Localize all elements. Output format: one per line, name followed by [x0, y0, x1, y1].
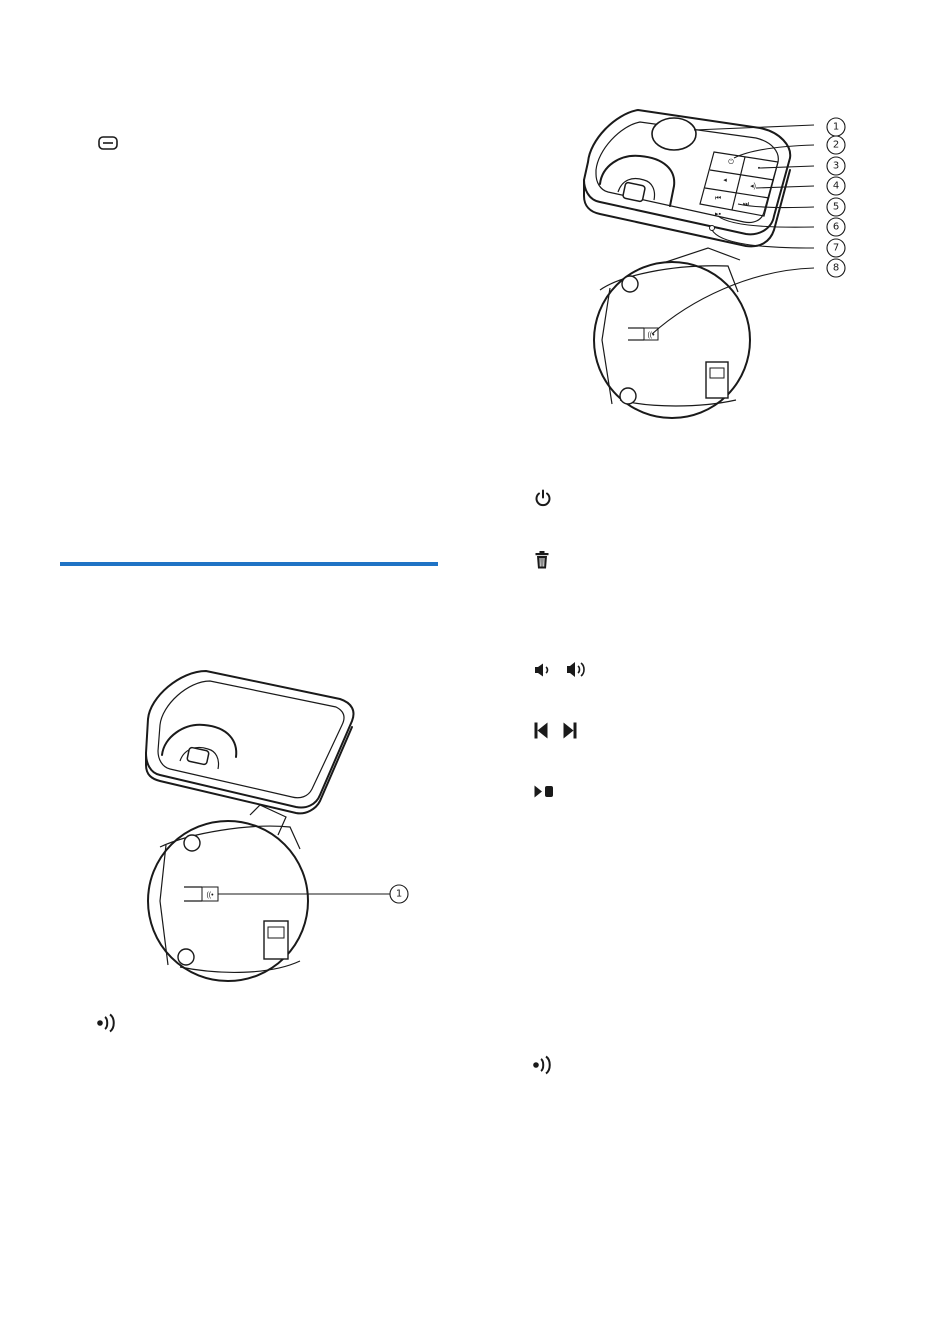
- skip-next-icon: [563, 722, 577, 739]
- svg-text:5: 5: [832, 201, 840, 213]
- callout-number-1: [826, 117, 846, 137]
- bottom-detail-magnifier: [594, 248, 750, 418]
- callout-number-3: [826, 156, 846, 176]
- svg-text:▪: ▪: [757, 165, 761, 172]
- callout-number-5: [826, 197, 846, 217]
- svg-text:▸▪: ▸▪: [715, 211, 721, 218]
- svg-text:2: 2: [832, 139, 840, 151]
- callout-number-4: [826, 176, 846, 196]
- svg-text:1: 1: [395, 888, 403, 900]
- basic-callout-number-1: [389, 884, 409, 904]
- basic-base-magnifier: [148, 805, 308, 981]
- callout-number-8: [826, 258, 846, 278]
- power-icon: [534, 489, 552, 507]
- callout-number-7: [826, 238, 846, 258]
- svg-text:4: 4: [832, 180, 840, 192]
- svg-text:8: 8: [832, 262, 840, 274]
- callout-number-6: [826, 217, 846, 237]
- answering-base-diagram: [560, 100, 860, 430]
- volume-down-icon: [534, 663, 552, 677]
- callout-number-2: [826, 135, 846, 155]
- svg-text:((•: ((•: [647, 332, 655, 339]
- basic-base-diagram: [140, 665, 370, 985]
- svg-text:((•: ((•: [206, 892, 214, 899]
- svg-text:⏭: ⏭: [742, 201, 750, 208]
- svg-text:7: 7: [832, 242, 840, 254]
- svg-text:◂): ◂): [750, 183, 756, 190]
- play-stop-icon: [534, 785, 556, 798]
- find-handset-icon: [96, 1014, 118, 1032]
- basic-base-body: [146, 671, 354, 813]
- trash-icon: [535, 551, 549, 569]
- menu-softkey-icon: [98, 136, 118, 150]
- volume-up-icon: [566, 661, 588, 678]
- svg-text:⏻: ⏻: [728, 159, 734, 166]
- svg-text:◂: ◂: [723, 177, 727, 184]
- find-handset-icon: [532, 1056, 554, 1074]
- svg-text:3: 3: [832, 160, 840, 172]
- svg-text:1: 1: [832, 121, 840, 133]
- svg-text:6: 6: [832, 221, 840, 233]
- skip-previous-icon: [534, 722, 548, 739]
- section-heading-rule: [60, 562, 438, 566]
- svg-text:⏮: ⏮: [714, 195, 722, 202]
